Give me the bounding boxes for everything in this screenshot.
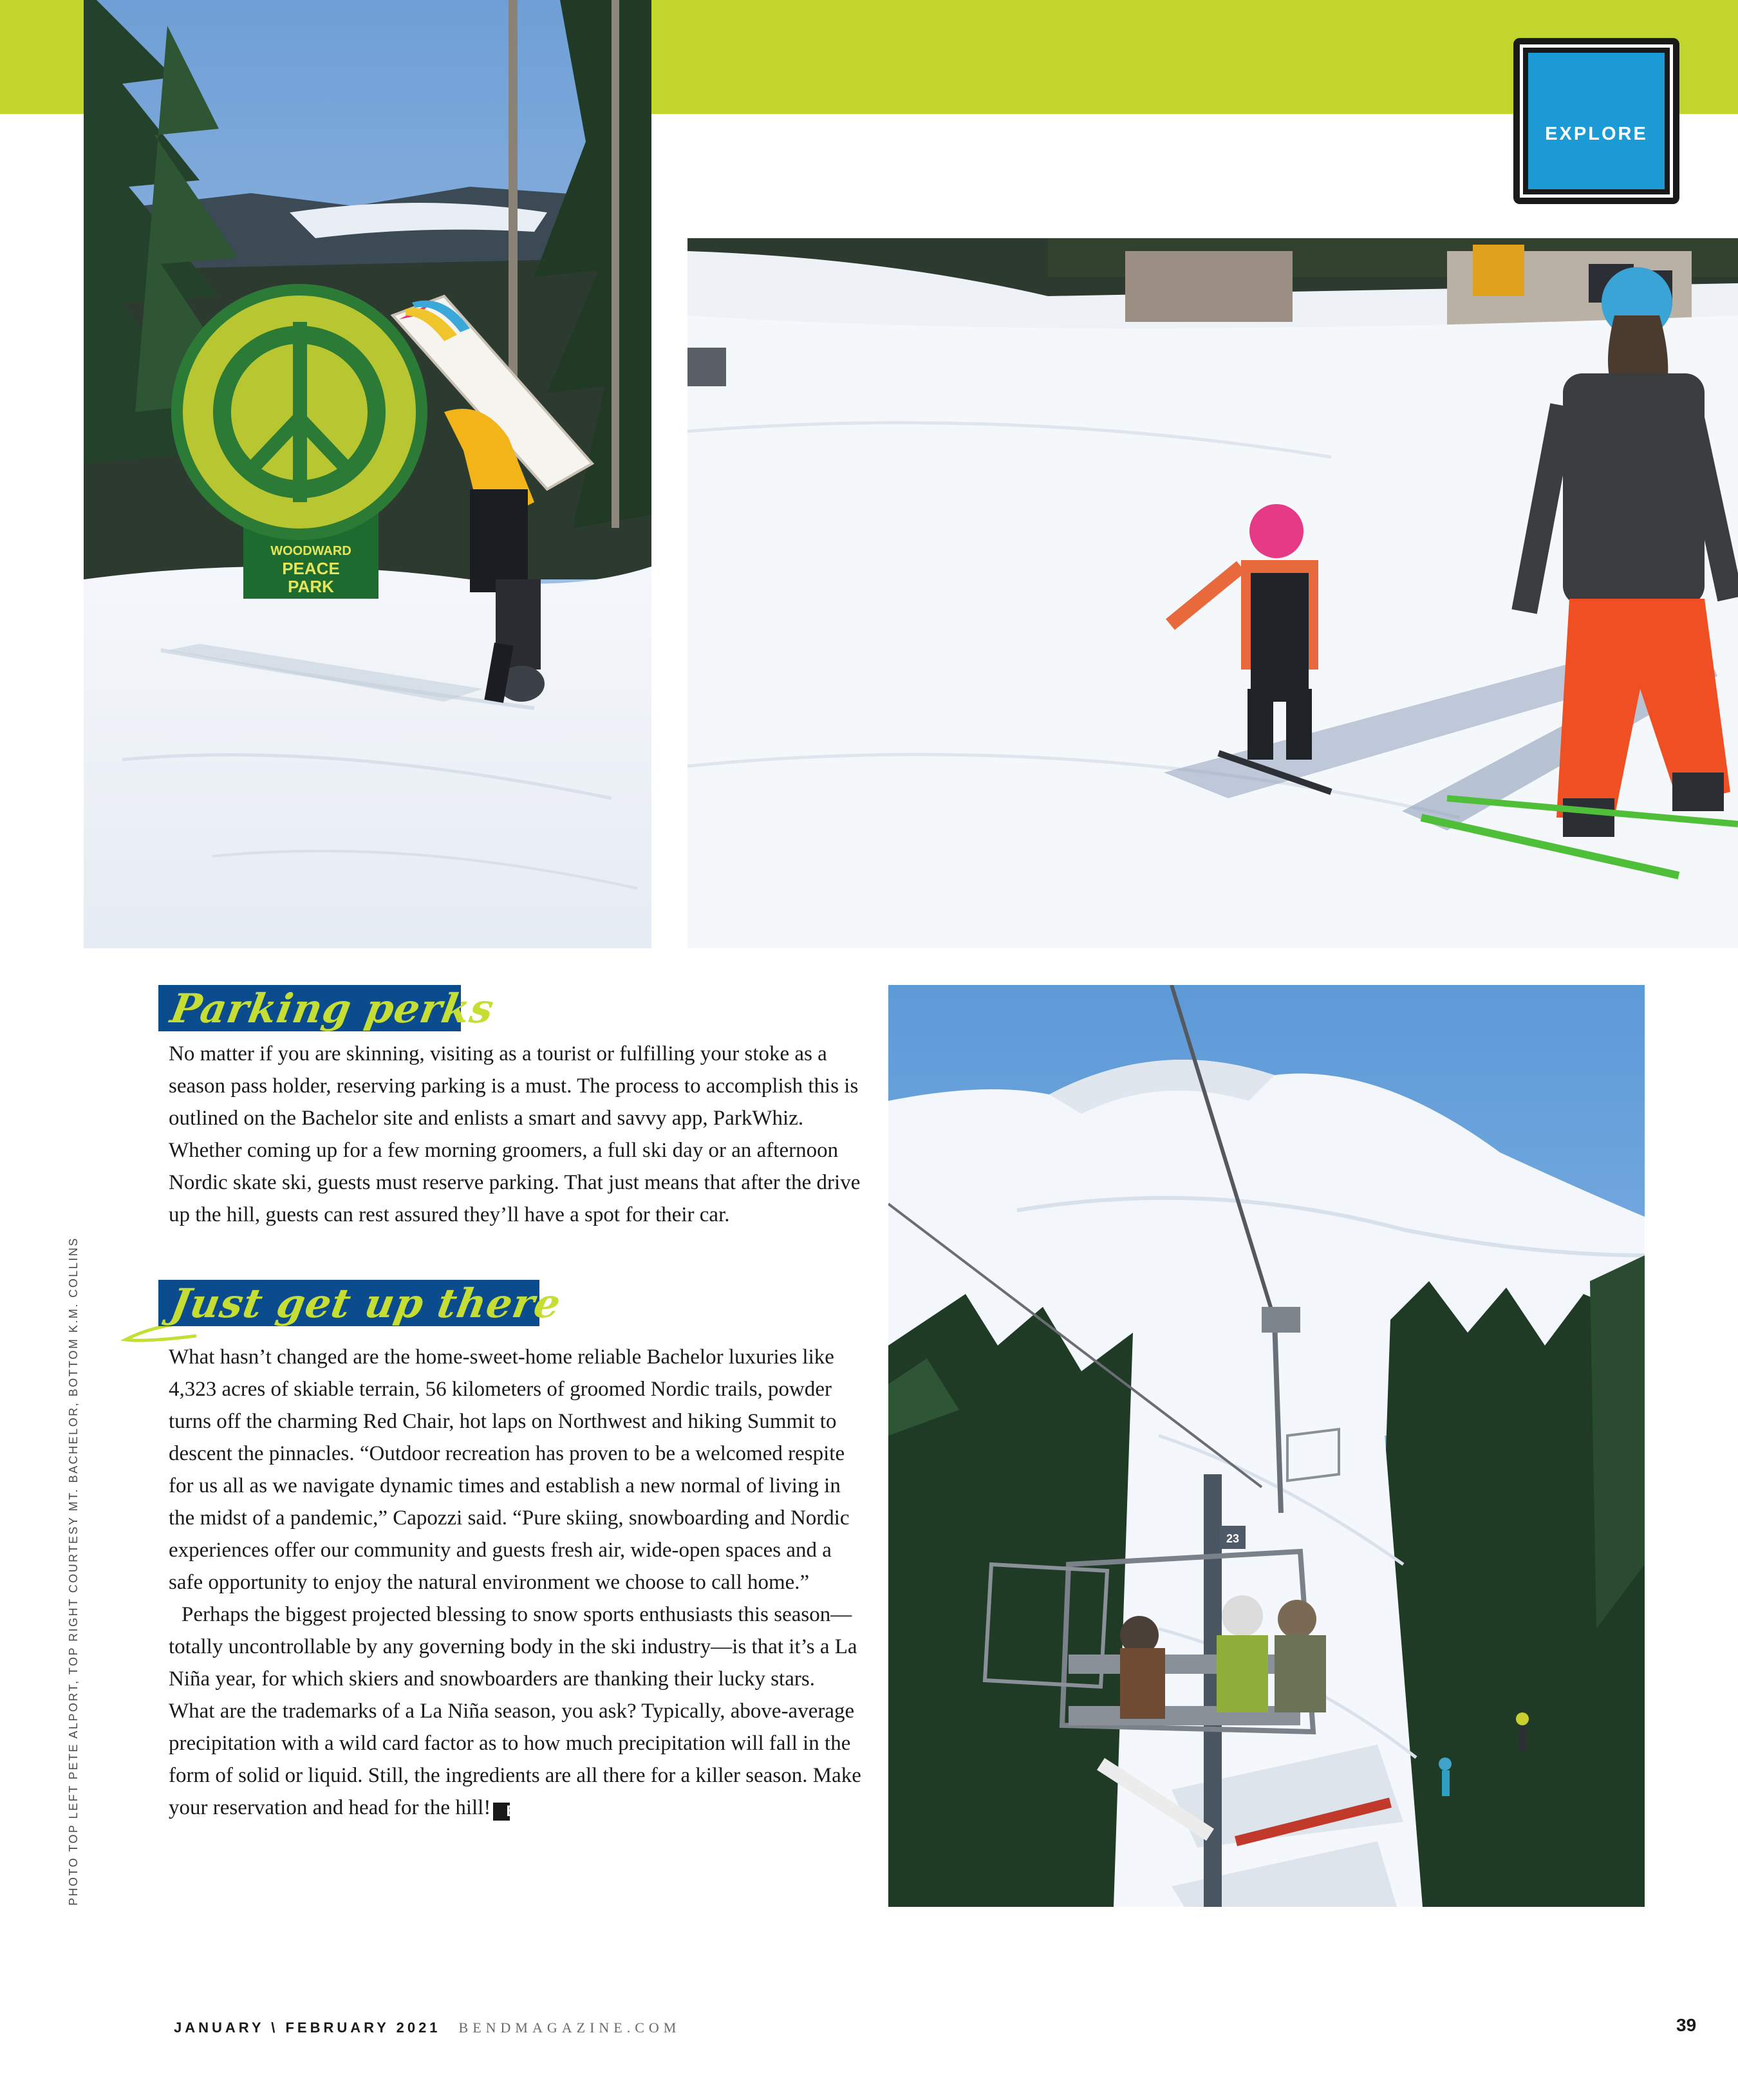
article-section-just-get-up-there xyxy=(169,1341,864,1824)
section-heading-text: Just get up there xyxy=(167,1279,565,1327)
section-badge-label: EXPLORE xyxy=(1528,53,1665,189)
footer-website-link[interactable]: BENDMAGAZINE.COM xyxy=(458,2020,681,2036)
photo-credit: PHOTO TOP LEFT PETE ALPORT, TOP RIGHT COURTESY MT. BACHELOR, BOTTOM K.M. COLLINS xyxy=(67,1237,80,1906)
section-heading-text: Parking perks xyxy=(167,984,498,1032)
article-paragraph-text: Perhaps the biggest projected blessing to snow sports enthusiasts this season—totally uncontrollable by any governing body in the ski industry—is that it’s a La Niña year, for which skiers and snowboarders are thanking their lucky stars. What are the trademarks of a La Niña season, you ask? Typically, above-average precipitation with a wild card factor as to how much precipitation will fall in the form of solid or liquid. Still, the ingredients are all there for a killer season. Make your reservation and head for the hill! xyxy=(169,1603,861,1819)
photo-chairlift-mountain xyxy=(888,985,1645,1907)
article-paragraph xyxy=(169,1598,864,1824)
section-badge[interactable] xyxy=(1513,38,1679,204)
article-paragraph: What hasn’t changed are the home-sweet-home reliable Bachelor luxuries like 4,323 acres of skiable terrain, 56 kilometers of groomed Nordic trails, powder turns off the charming Red Chair, hot laps on Northwest and hiking Summit to descent the pinnacles. “Outdoor recreation has proven to be a welcomed respite for us all as we navigate dynamic times and establish a new normal of living in the midst of a pandemic,” Capozzi said. “Pure skiing, snowboarding and Nordic experiences offer our community and guests fresh air, wide-open spaces and a safe opportunity to enjoy the natural environment we choose to call home.” xyxy=(169,1345,850,1594)
sign-text-line1: WOODWARD xyxy=(270,544,351,558)
sign-text-line3: PARK xyxy=(288,577,334,596)
section-heading-parking-perks xyxy=(158,984,498,1032)
chair-number-label: 23 xyxy=(1226,1532,1240,1545)
sign-text-line2: PEACE xyxy=(282,559,340,578)
article-paragraph: No matter if you are skinning, visiting as a tourist or fulfilling your stoke as a season pass holder, reserving parking is a must. The process to accomplish this is outlined on the Bachelor site and enlists a smart and savvy app, ParkWhiz. Whether coming up for a few morning groomers, a full ski day or an afternoon Nordic skate ski, guests must reserve parking. That just means that after the drive up the hill, guests can rest assured they’ll have a spot for their car. xyxy=(169,1042,861,1226)
end-mark-b-logo: B xyxy=(493,1803,510,1821)
page-number: 39 xyxy=(1676,2015,1697,2035)
photo-snowboarder-peace-park xyxy=(84,0,651,948)
footer-issue-date: JANUARY \ FEBRUARY 2021 xyxy=(174,2020,441,2036)
section-heading-just-get-up-there xyxy=(158,1279,565,1327)
article-section-parking xyxy=(169,1038,864,1231)
photo-skiers-parent-child xyxy=(687,238,1738,948)
page-footer xyxy=(174,2020,680,2036)
